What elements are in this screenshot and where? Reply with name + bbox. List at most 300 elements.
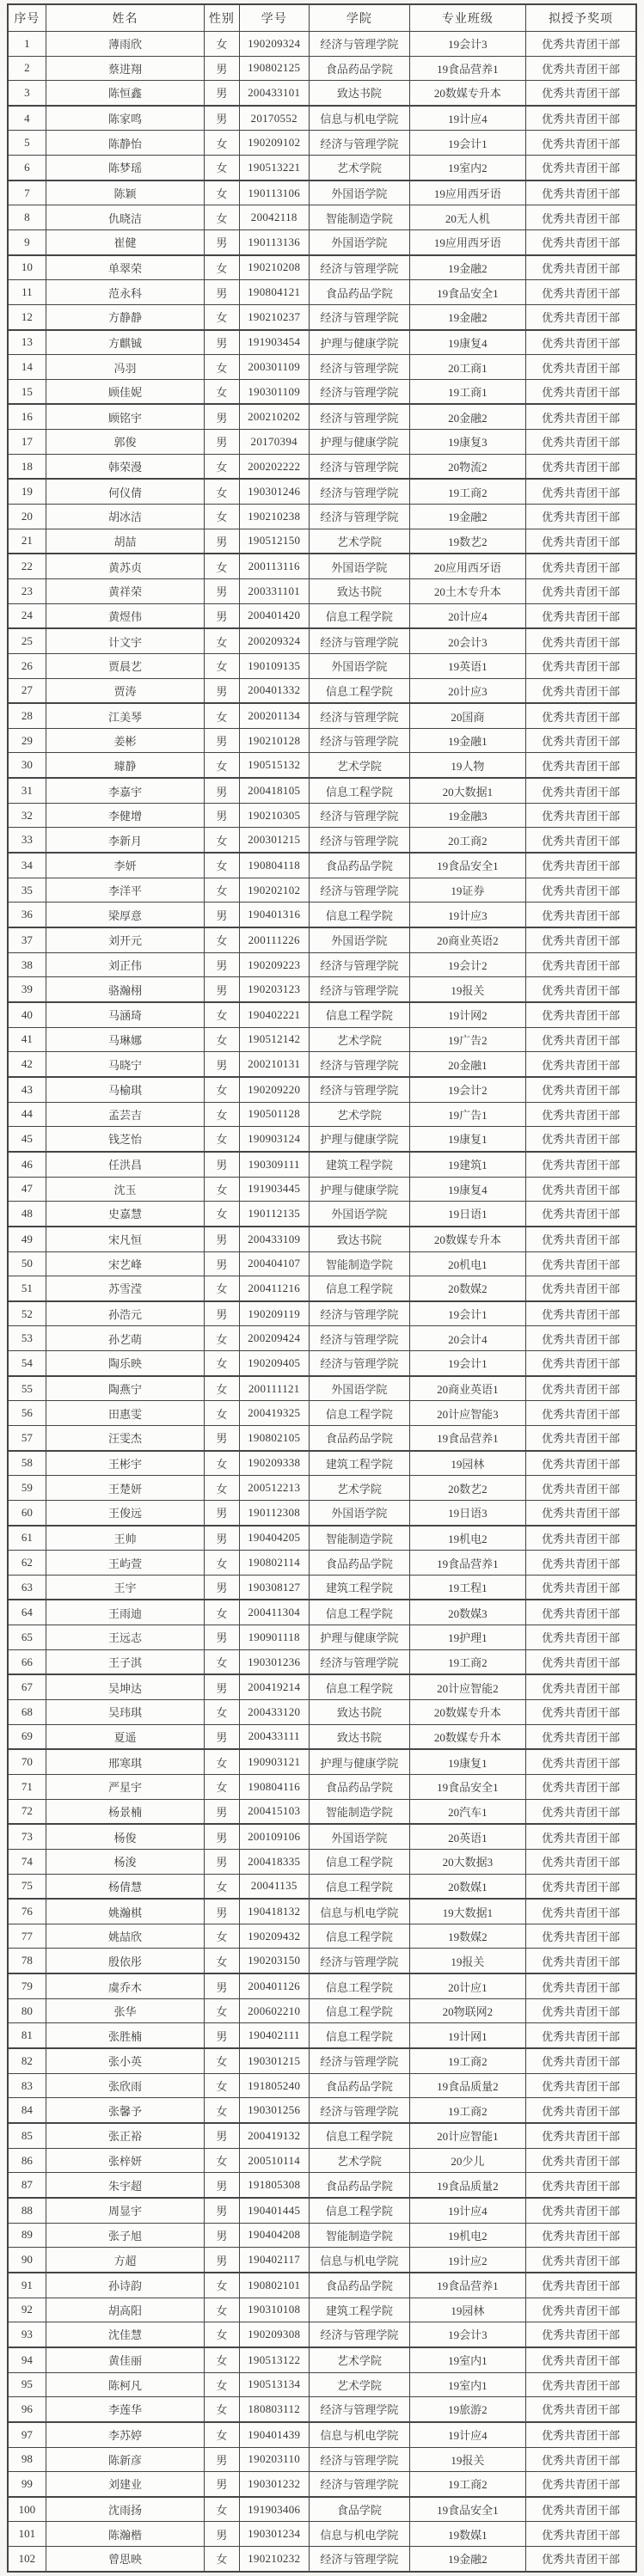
table-row [8, 1077, 636, 1102]
table-row [8, 2248, 636, 2273]
cell-class: 19园林 [409, 2298, 525, 2322]
cell-college: 外国语学院 [309, 1202, 409, 1227]
cell-college: 信息与机电学院 [309, 2422, 409, 2447]
cell-award: 优秀共青团干部 [525, 1973, 636, 1998]
cell-award: 优秀共青团干部 [525, 2298, 636, 2322]
cell-name: 薄雨欣 [46, 32, 205, 57]
cell-award: 优秀共青团干部 [525, 2173, 636, 2198]
cell-serial: 42 [8, 1052, 46, 1077]
cell-college: 信息与机电学院 [309, 2522, 409, 2547]
cell-award: 优秀共青团干部 [525, 1127, 636, 1152]
cell-name: 王俊远 [46, 1500, 205, 1525]
cell-college: 信息工程学院 [309, 1002, 409, 1027]
table-row [8, 1600, 636, 1625]
cell-college: 食品药品学院 [309, 280, 409, 305]
cell-award: 优秀共青团干部 [525, 1600, 636, 1625]
table-row [8, 1052, 636, 1077]
cell-award: 优秀共青团干部 [525, 878, 636, 903]
cell-serial: 97 [8, 2422, 46, 2447]
table-row [8, 554, 636, 578]
cell-serial: 74 [8, 1850, 46, 1875]
table-row [8, 1749, 636, 1774]
cell-serial: 30 [8, 753, 46, 778]
cell-student-id: 190112308 [239, 1500, 309, 1525]
cell-award: 优秀共青团干部 [525, 280, 636, 305]
cell-gender: 女 [205, 1949, 239, 1973]
table-row [8, 878, 636, 903]
cell-class: 19会计1 [409, 131, 525, 156]
cell-name: 张正裕 [46, 2123, 205, 2148]
cell-student-id: 190113136 [239, 229, 309, 254]
cell-student-id: 190112135 [239, 1202, 309, 1227]
cell-award: 优秀共青团干部 [525, 1526, 636, 1551]
cell-student-id: 190512150 [239, 529, 309, 554]
cell-serial: 102 [8, 2546, 46, 2572]
cell-gender: 女 [205, 2098, 239, 2123]
cell-serial: 9 [8, 229, 46, 254]
cell-award: 优秀共青团干部 [525, 903, 636, 927]
cell-award: 优秀共青团干部 [525, 1052, 636, 1077]
cell-gender: 男 [205, 1227, 239, 1251]
cell-serial: 63 [8, 1575, 46, 1600]
table-row [8, 1102, 636, 1127]
cell-name: 宋艺峰 [46, 1251, 205, 1276]
cell-name: 韩荣漫 [46, 454, 205, 479]
table-row [8, 1700, 636, 1725]
table-row [8, 1227, 636, 1251]
cell-award: 优秀共青团干部 [525, 2248, 636, 2273]
cell-award: 优秀共青团干部 [525, 1749, 636, 1774]
cell-gender: 男 [205, 2023, 239, 2048]
cell-class: 19英语1 [409, 654, 525, 679]
cell-gender: 女 [205, 1749, 239, 1774]
cell-award: 优秀共青团干部 [525, 2422, 636, 2447]
cell-serial: 62 [8, 1551, 46, 1576]
cell-gender: 男 [205, 903, 239, 927]
cell-name: 张小英 [46, 2048, 205, 2073]
cell-name: 陈静怡 [46, 131, 205, 156]
cell-student-id: 190209338 [239, 1451, 309, 1476]
table-row [8, 2123, 636, 2148]
cell-college: 信息工程学院 [309, 1924, 409, 1949]
cell-student-id: 190401439 [239, 2422, 309, 2447]
cell-gender: 男 [205, 1973, 239, 1998]
cell-award: 优秀共青团干部 [525, 1276, 636, 1301]
cell-student-id: 191903445 [239, 1177, 309, 1202]
cell-student-id: 180803112 [239, 2397, 309, 2422]
cell-college: 信息工程学院 [309, 1850, 409, 1875]
cell-award: 优秀共青团干部 [525, 2048, 636, 2073]
cell-award: 优秀共青团干部 [525, 828, 636, 853]
cell-student-id: 190203123 [239, 977, 309, 1002]
cell-student-id: 200113116 [239, 554, 309, 578]
cell-college: 信息与机电学院 [309, 2248, 409, 2273]
cell-serial: 70 [8, 1749, 46, 1774]
cell-award: 优秀共青团干部 [525, 703, 636, 728]
table-row [8, 2073, 636, 2098]
cell-gender: 女 [205, 1002, 239, 1027]
cell-award: 优秀共青团干部 [525, 1949, 636, 1973]
cell-gender: 女 [205, 878, 239, 903]
cell-name: 陈恒鑫 [46, 81, 205, 106]
cell-gender: 女 [205, 1027, 239, 1052]
cell-name: 周显宇 [46, 2198, 205, 2223]
cell-college: 食品药品学院 [309, 1551, 409, 1576]
cell-college: 经济与管理学院 [309, 2098, 409, 2123]
cell-serial: 91 [8, 2273, 46, 2298]
cell-award: 优秀共青团干部 [525, 1350, 636, 1375]
cell-student-id: 190310108 [239, 2298, 309, 2322]
cell-college: 经济与管理学院 [309, 803, 409, 828]
cell-serial: 100 [8, 2497, 46, 2522]
cell-gender: 男 [205, 1500, 239, 1525]
cell-award: 优秀共青团干部 [525, 2273, 636, 2298]
cell-name: 骆瀚栩 [46, 977, 205, 1002]
cell-name: 王子淇 [46, 1649, 205, 1674]
cell-gender: 男 [205, 2223, 239, 2248]
cell-award: 优秀共青团干部 [525, 2073, 636, 2098]
cell-class: 20汽车1 [409, 1799, 525, 1824]
cell-college: 艺术学院 [309, 529, 409, 554]
cell-gender: 女 [205, 1326, 239, 1351]
cell-gender: 男 [205, 2173, 239, 2198]
cell-name: 李新月 [46, 828, 205, 853]
cell-name: 仇晓洁 [46, 205, 205, 230]
cell-class: 20大数据1 [409, 778, 525, 803]
cell-class: 19报关 [409, 1949, 525, 1973]
cell-student-id: 200418105 [239, 778, 309, 803]
cell-college: 外国语学院 [309, 1376, 409, 1401]
cell-serial: 14 [8, 355, 46, 380]
cell-college: 食品药品学院 [309, 56, 409, 81]
cell-student-id: 190301234 [239, 2522, 309, 2547]
cell-name: 李妍 [46, 853, 205, 878]
cell-gender: 女 [205, 1998, 239, 2023]
cell-gender: 女 [205, 1451, 239, 1476]
cell-college: 智能制造学院 [309, 2223, 409, 2248]
cell-serial: 38 [8, 952, 46, 977]
cell-award: 优秀共青团干部 [525, 1850, 636, 1875]
cell-class: 20数媒专升本 [409, 1227, 525, 1251]
cell-serial: 40 [8, 1002, 46, 1027]
cell-class: 19护理1 [409, 1625, 525, 1650]
cell-class: 19康复3 [409, 430, 525, 455]
cell-serial: 48 [8, 1202, 46, 1227]
cell-name: 李健增 [46, 803, 205, 828]
cell-award: 优秀共青团干部 [525, 155, 636, 180]
cell-award: 优秀共青团干部 [525, 255, 636, 280]
cell-gender: 女 [205, 2497, 239, 2522]
cell-name: 苏雪滢 [46, 1276, 205, 1301]
cell-gender: 男 [205, 2472, 239, 2497]
cell-award: 优秀共青团干部 [525, 977, 636, 1002]
cell-award: 优秀共青团干部 [525, 81, 636, 106]
cell-name: 严星宇 [46, 1775, 205, 1800]
cell-serial: 34 [8, 853, 46, 878]
table-row [8, 1526, 636, 1551]
cell-serial: 92 [8, 2298, 46, 2322]
table-row [8, 255, 636, 280]
cell-college: 外国语学院 [309, 1500, 409, 1525]
cell-gender: 男 [205, 952, 239, 977]
cell-award: 优秀共青团干部 [525, 1649, 636, 1674]
cell-award: 优秀共青团干部 [525, 1177, 636, 1202]
cell-serial: 71 [8, 1775, 46, 1800]
cell-name: 方麒铖 [46, 330, 205, 355]
cell-serial: 95 [8, 2372, 46, 2397]
cell-gender: 女 [205, 828, 239, 853]
cell-class: 20金融2 [409, 404, 525, 429]
cell-college: 食品学院 [309, 2497, 409, 2522]
cell-college: 经济与管理学院 [309, 1649, 409, 1674]
cell-gender: 女 [205, 505, 239, 529]
table-row [8, 1127, 636, 1152]
cell-gender: 女 [205, 1775, 239, 1800]
cell-award: 优秀共青团干部 [525, 2472, 636, 2497]
cell-student-id: 190301256 [239, 2098, 309, 2123]
cell-student-id: 190901118 [239, 1625, 309, 1650]
cell-student-id: 190404208 [239, 2223, 309, 2248]
cell-college: 经济与管理学院 [309, 2048, 409, 2073]
cell-student-id: 200109106 [239, 1824, 309, 1849]
cell-serial: 21 [8, 529, 46, 554]
cell-class: 19食品安全1 [409, 853, 525, 878]
table-row [8, 1326, 636, 1351]
cell-college: 食品药品学院 [309, 2073, 409, 2098]
cell-name: 黄祥荣 [46, 579, 205, 604]
cell-name: 顾铭宇 [46, 404, 205, 429]
cell-student-id: 200301215 [239, 828, 309, 853]
cell-gender: 女 [205, 1874, 239, 1899]
table-row [8, 304, 636, 329]
cell-class: 19工商2 [409, 479, 525, 504]
header-row [8, 4, 636, 32]
cell-award: 优秀共青团干部 [525, 1376, 636, 1401]
cell-serial: 29 [8, 728, 46, 753]
cell-award: 优秀共青团干部 [525, 803, 636, 828]
cell-serial: 35 [8, 878, 46, 903]
cell-class: 20计应4 [409, 603, 525, 628]
table-row [8, 728, 636, 753]
cell-award: 优秀共青团干部 [525, 753, 636, 778]
cell-class: 20应用西牙语 [409, 554, 525, 578]
table-row [8, 2522, 636, 2547]
cell-award: 优秀共青团干部 [525, 2372, 636, 2397]
table-row [8, 81, 636, 106]
cell-class: 20英语1 [409, 1824, 525, 1849]
cell-gender: 男 [205, 1824, 239, 1849]
cell-gender: 女 [205, 1127, 239, 1152]
cell-name: 王远志 [46, 1625, 205, 1650]
cell-name: 王帅 [46, 1526, 205, 1551]
cell-college: 经济与管理学院 [309, 304, 409, 329]
cell-college: 艺术学院 [309, 155, 409, 180]
cell-student-id: 200602210 [239, 1998, 309, 2023]
cell-class: 19广告1 [409, 1102, 525, 1127]
cell-class: 19食品营养1 [409, 1551, 525, 1576]
cell-award: 优秀共青团干部 [525, 2497, 636, 2522]
table-row [8, 1276, 636, 1301]
cell-award: 优秀共青团干部 [525, 1102, 636, 1127]
cell-serial: 12 [8, 304, 46, 329]
table-row [8, 1152, 636, 1177]
table-row [8, 2173, 636, 2198]
cell-name: 黄佳丽 [46, 2347, 205, 2372]
cell-class: 20工商1 [409, 355, 525, 380]
cell-student-id: 200210202 [239, 404, 309, 429]
table-row [8, 1625, 636, 1650]
cell-college: 经济与管理学院 [309, 628, 409, 653]
cell-serial: 85 [8, 2123, 46, 2148]
cell-award: 优秀共青团干部 [525, 1476, 636, 1501]
cell-student-id: 190301109 [239, 379, 309, 404]
cell-student-id: 190513221 [239, 155, 309, 180]
cell-serial: 56 [8, 1401, 46, 1426]
cell-award: 优秀共青团干部 [525, 778, 636, 803]
cell-student-id: 200401126 [239, 1973, 309, 1998]
cell-name: 贾晨艺 [46, 654, 205, 679]
cell-class: 19应用西牙语 [409, 181, 525, 205]
cell-award: 优秀共青团干部 [525, 355, 636, 380]
cell-class: 20数媒3 [409, 1600, 525, 1625]
cell-college: 信息工程学院 [309, 2023, 409, 2048]
table-row [8, 430, 636, 455]
cell-gender: 男 [205, 1850, 239, 1875]
cell-class: 20计应智能1 [409, 2123, 525, 2148]
table-row [8, 56, 636, 81]
cell-class: 19数艺2 [409, 529, 525, 554]
cell-name: 马琳娜 [46, 1027, 205, 1052]
cell-name: 朱宇超 [46, 2173, 205, 2198]
cell-name: 李洋平 [46, 878, 205, 903]
cell-gender: 男 [205, 2248, 239, 2273]
cell-class: 19计应4 [409, 106, 525, 131]
cell-college: 经济与管理学院 [309, 2447, 409, 2472]
column-header-student-id: 学号 [239, 4, 309, 32]
cell-award: 优秀共青团干部 [525, 304, 636, 329]
table-row [8, 2472, 636, 2497]
cell-name: 夏遥 [46, 1724, 205, 1749]
cell-name: 张馨予 [46, 2098, 205, 2123]
cell-student-id: 190301246 [239, 479, 309, 504]
cell-gender: 女 [205, 703, 239, 728]
cell-name: 王宇 [46, 1575, 205, 1600]
cell-gender: 女 [205, 181, 239, 205]
cell-gender: 男 [205, 1724, 239, 1749]
cell-award: 优秀共青团干部 [525, 654, 636, 679]
table-row [8, 355, 636, 380]
cell-gender: 男 [205, 1799, 239, 1824]
cell-name: 陈梦瑶 [46, 155, 205, 180]
cell-name: 王雨迪 [46, 1600, 205, 1625]
cell-class: 19食品质量2 [409, 2173, 525, 2198]
cell-name: 王楚妍 [46, 1476, 205, 1501]
cell-name: 李嘉宇 [46, 778, 205, 803]
cell-serial: 68 [8, 1700, 46, 1725]
table-row [8, 1177, 636, 1202]
cell-name: 沈雨扬 [46, 2497, 205, 2522]
cell-name: 孙浩元 [46, 1301, 205, 1326]
cell-college: 艺术学院 [309, 2372, 409, 2397]
cell-gender: 女 [205, 32, 239, 57]
cell-college: 经济与管理学院 [309, 1949, 409, 1973]
cell-gender: 女 [205, 927, 239, 952]
cell-student-id: 190308127 [239, 1575, 309, 1600]
cell-award: 优秀共青团干部 [525, 1874, 636, 1899]
cell-class: 20计应智能3 [409, 1401, 525, 1426]
cell-serial: 28 [8, 703, 46, 728]
cell-college: 信息工程学院 [309, 1973, 409, 1998]
table-row [8, 903, 636, 927]
cell-student-id: 190802101 [239, 2273, 309, 2298]
cell-serial: 99 [8, 2472, 46, 2497]
cell-name: 单翠荣 [46, 255, 205, 280]
cell-student-id: 190802114 [239, 1551, 309, 1576]
cell-student-id: 190513122 [239, 2347, 309, 2372]
cell-award: 优秀共青团干部 [525, 678, 636, 703]
cell-student-id: 190203150 [239, 1949, 309, 1973]
cell-serial: 64 [8, 1600, 46, 1625]
cell-college: 经济与管理学院 [309, 703, 409, 728]
cell-student-id: 190210305 [239, 803, 309, 828]
cell-award: 优秀共青团干部 [525, 404, 636, 429]
table-row [8, 2048, 636, 2073]
table-row [8, 753, 636, 778]
table-row [8, 2497, 636, 2522]
table-row [8, 1973, 636, 1998]
cell-class: 19食品营养1 [409, 2273, 525, 2298]
cell-student-id: 190804121 [239, 280, 309, 305]
cell-award: 优秀共青团干部 [525, 505, 636, 529]
cell-college: 建筑工程学院 [309, 2298, 409, 2322]
table-row [8, 1924, 636, 1949]
cell-college: 信息工程学院 [309, 1276, 409, 1301]
table-row [8, 1775, 636, 1800]
column-header-class: 专业班级 [409, 4, 525, 32]
cell-class: 19计应2 [409, 2248, 525, 2273]
cell-name: 何仪倩 [46, 479, 205, 504]
cell-name: 张梓妍 [46, 2148, 205, 2173]
cell-gender: 男 [205, 229, 239, 254]
cell-name: 黄煜伟 [46, 603, 205, 628]
cell-college: 致达书院 [309, 1227, 409, 1251]
cell-serial: 88 [8, 2198, 46, 2223]
cell-college: 护理与健康学院 [309, 330, 409, 355]
cell-college: 经济与管理学院 [309, 1301, 409, 1326]
cell-college: 食品药品学院 [309, 853, 409, 878]
cell-gender: 女 [205, 2048, 239, 2073]
cell-student-id: 190804118 [239, 853, 309, 878]
cell-gender: 女 [205, 1077, 239, 1102]
cell-award: 优秀共青团干部 [525, 1824, 636, 1849]
table-row [8, 1674, 636, 1699]
cell-class: 19会计1 [409, 1301, 525, 1326]
cell-serial: 18 [8, 454, 46, 479]
cell-gender: 女 [205, 2546, 239, 2572]
table-row [8, 1002, 636, 1027]
table-row [8, 778, 636, 803]
cell-award: 优秀共青团干部 [525, 1401, 636, 1426]
award-recipients-table [7, 3, 637, 2573]
cell-student-id: 200411216 [239, 1276, 309, 1301]
cell-award: 优秀共青团干部 [525, 2148, 636, 2173]
cell-award: 优秀共青团干部 [525, 554, 636, 578]
cell-class: 20少儿 [409, 2148, 525, 2173]
cell-class: 20数媒专升本 [409, 81, 525, 106]
cell-award: 优秀共青团干部 [525, 1301, 636, 1326]
cell-class: 19会计2 [409, 1077, 525, 1102]
column-header-name: 姓名 [46, 4, 205, 32]
